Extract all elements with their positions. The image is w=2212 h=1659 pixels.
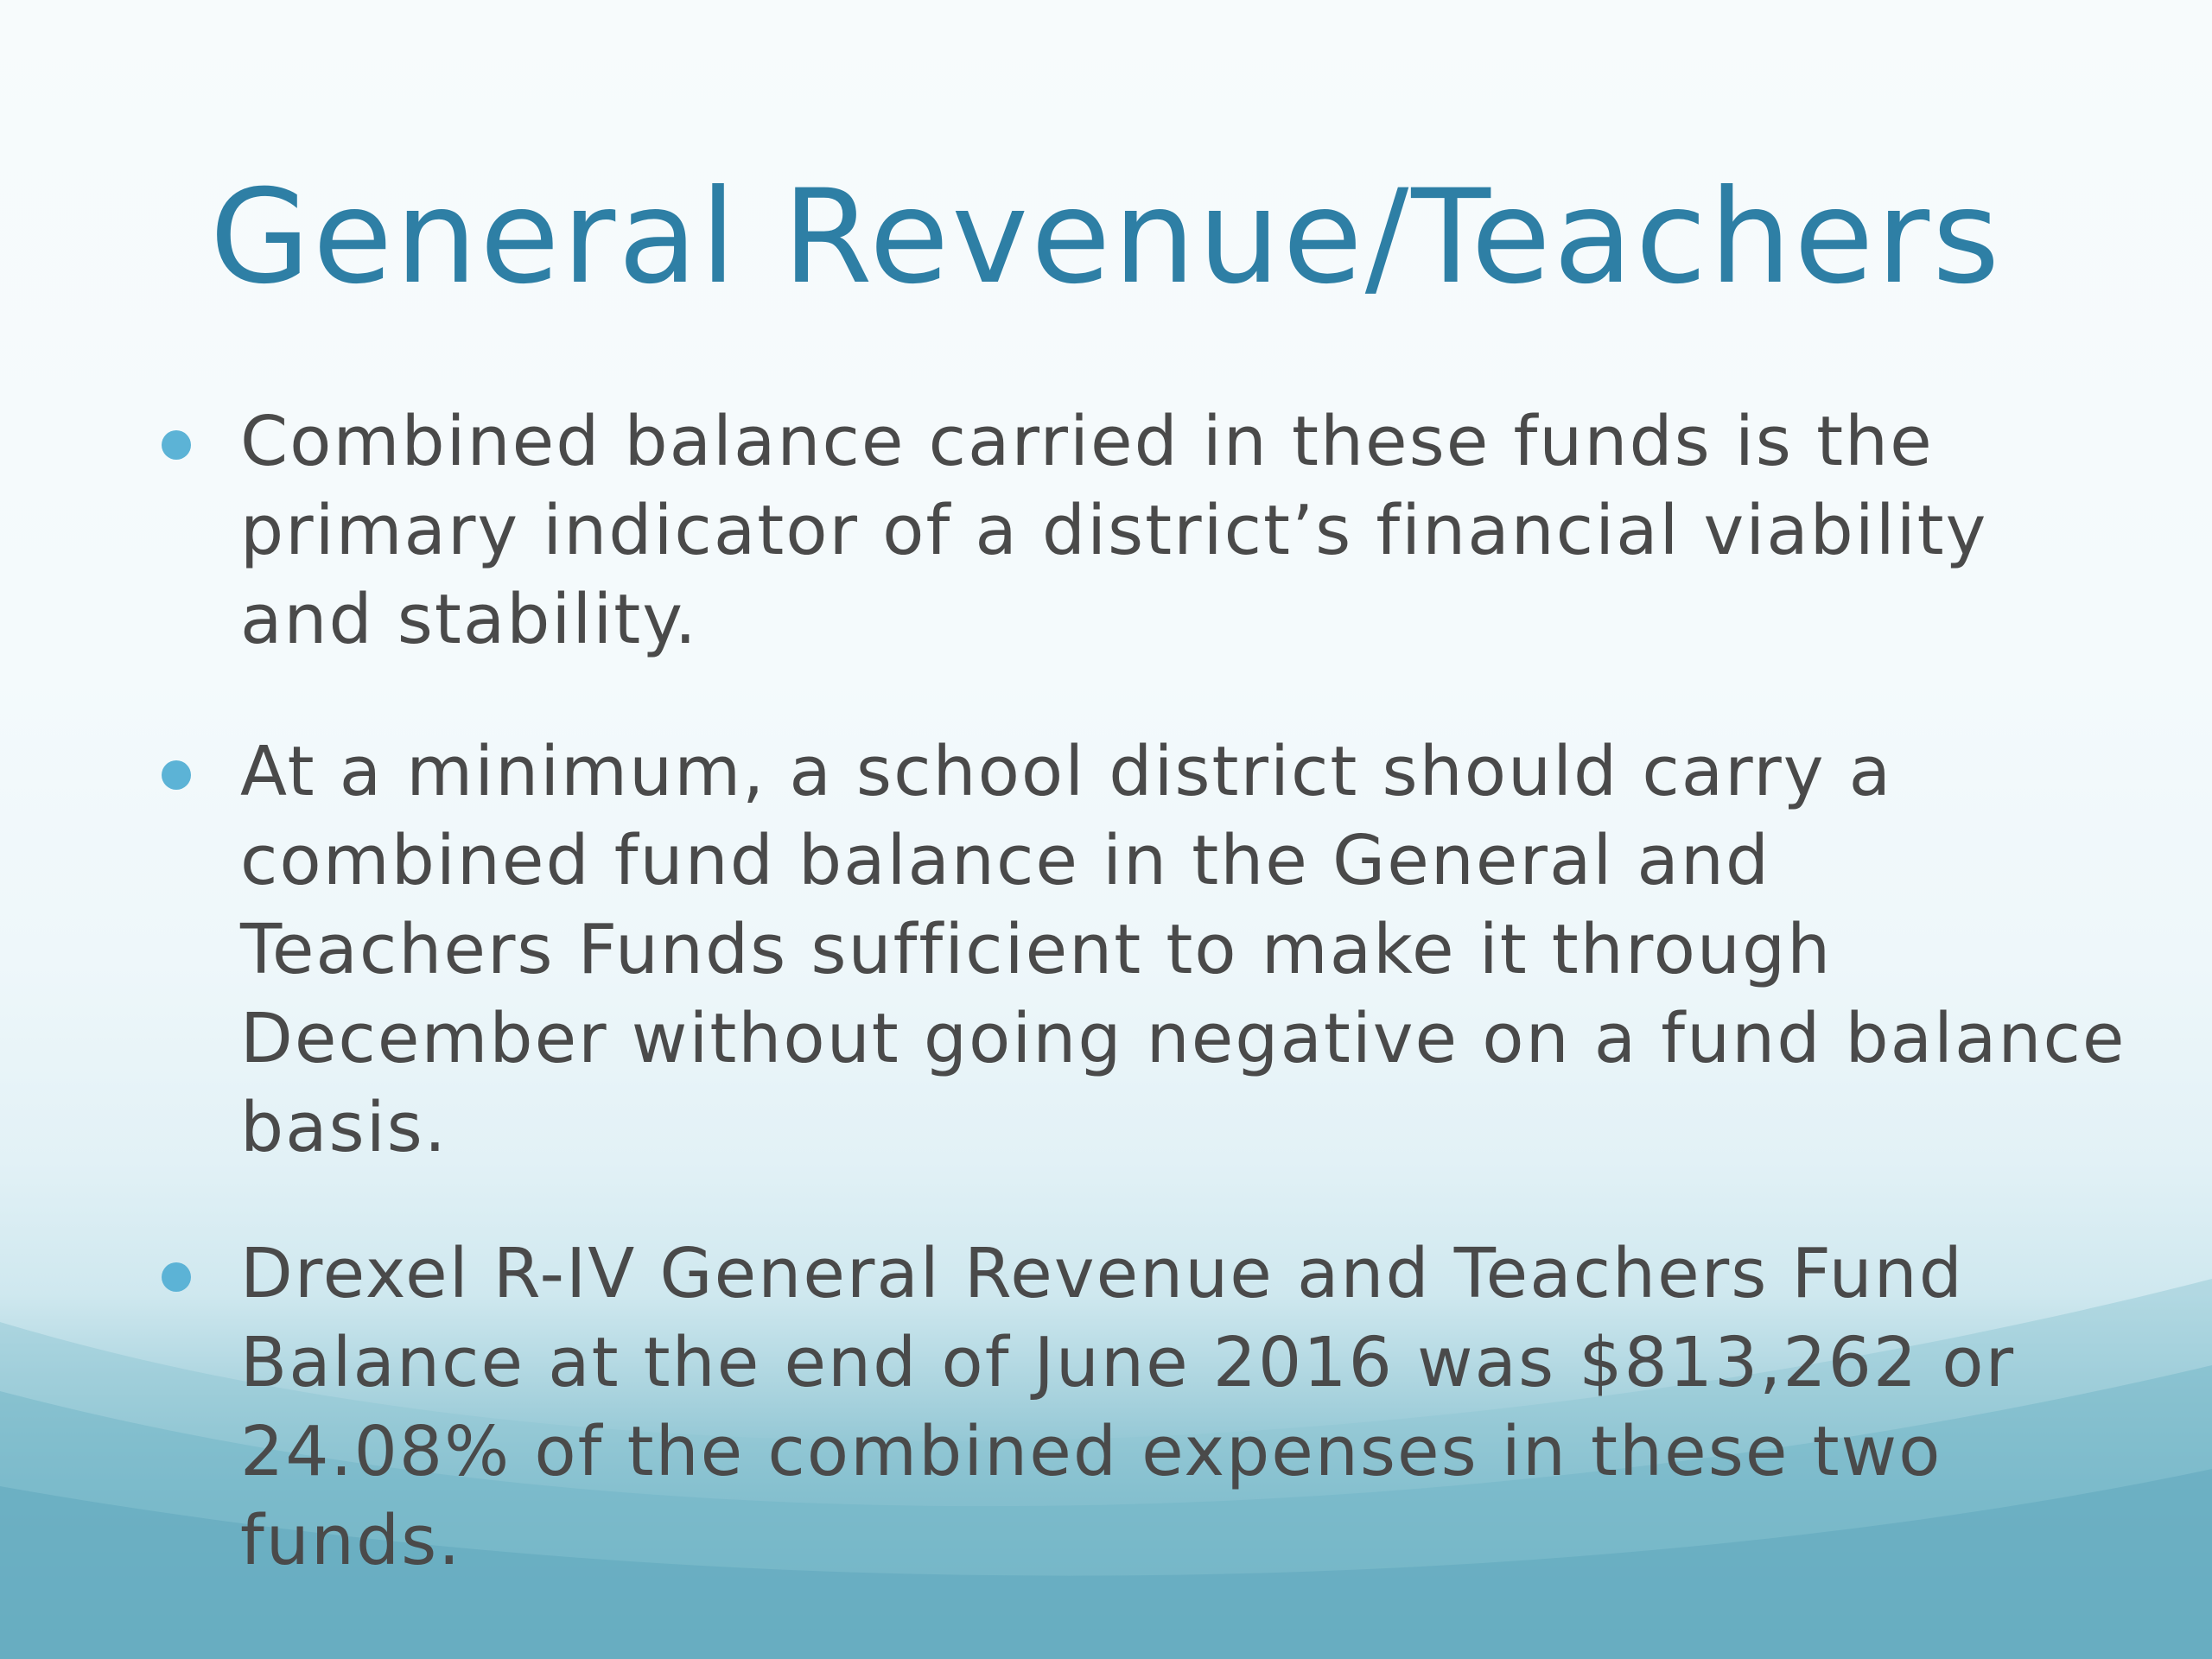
slide-title: General Revenue/Teachers (209, 162, 2003, 313)
bullet-text (240, 728, 2126, 1173)
bullet-line: Combined balance carried in these funds is the (240, 402, 1934, 481)
bullet-text (240, 1230, 2089, 1586)
bullet-line: 24.08% of the combined expenses in these two (240, 1412, 1942, 1491)
bullet-line: Balance at the end of June 2016 was $813,262 or (240, 1323, 2016, 1402)
bullet-line: basis. (240, 1088, 448, 1167)
bullet-line: primary indicator of a district’s financial viability (240, 491, 1988, 570)
bullet-dot-icon (162, 430, 191, 460)
bullet-line: funds. (240, 1501, 462, 1580)
bullet-line: December without going negative on a fund balance (240, 999, 2126, 1078)
bullet-line: At a minimum, a school district should carry a (240, 732, 1893, 811)
bullet-text (240, 397, 2089, 664)
bullet-line: combined fund balance in the General and (240, 821, 1771, 900)
bullet-dot-icon (162, 1262, 191, 1292)
bullet-line: and stability. (240, 580, 698, 659)
bullet-line: Teachers Funds sufficient to make it through (240, 910, 1833, 989)
bullet-dot-icon (162, 760, 191, 790)
bullet-line: Drexel R-IV General Revenue and Teachers Fund (240, 1234, 1964, 1313)
